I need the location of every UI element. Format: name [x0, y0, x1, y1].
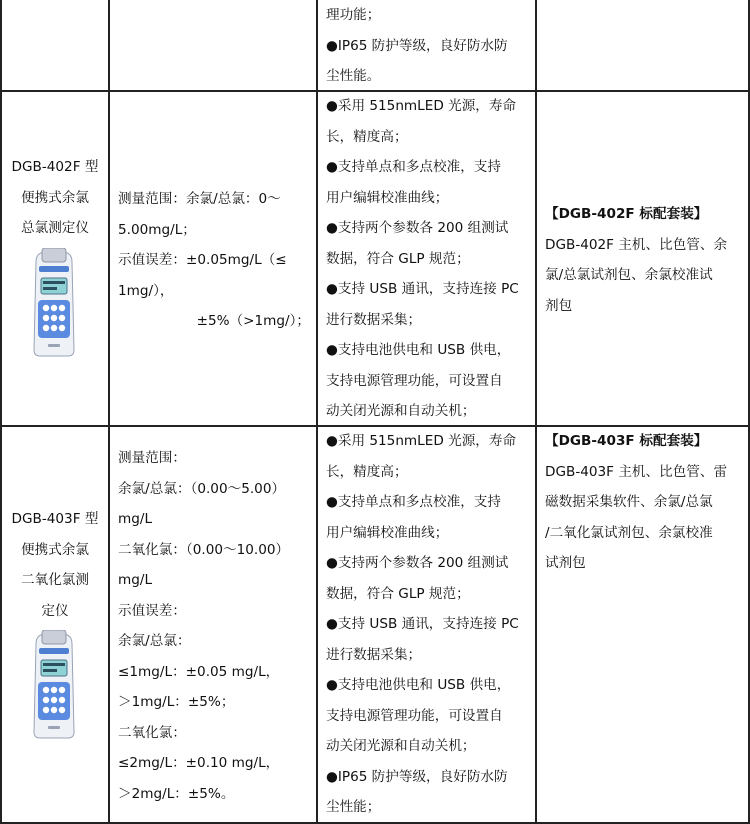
package-line: 剂包 — [545, 297, 573, 314]
package-line: 氯/总氯试剂包、余氯校准试 — [545, 267, 713, 283]
feature-line: ●支持电池供电和 USB 供电， — [326, 677, 511, 693]
row-1-package — [545, 199, 745, 321]
column-divider — [535, 0, 537, 824]
spec-line: 5.00mg/L； — [118, 221, 196, 238]
feature-line: 数据，符合 GLP 规范； — [326, 585, 470, 602]
feature-line: ●支持单点和多点校准，支持 — [326, 159, 501, 175]
spec-line: 二氧化氯： — [118, 724, 186, 741]
row-1-features — [326, 91, 531, 427]
colorimeter-device-image — [28, 630, 80, 740]
package-line: DGB-402F 主机、比色管、余 — [545, 236, 728, 253]
spec-line: ±5%（>1mg/）； — [196, 313, 310, 329]
feature-line: 数据，符合 GLP 规范； — [326, 250, 470, 267]
package-title: 【DGB-402F 标配套装】 — [545, 206, 708, 222]
spec-line: ≤1mg/L：±0.05 mg/L， — [118, 663, 280, 680]
feature-line: 理功能； — [326, 7, 381, 23]
spec-line: 余氯/总氯： — [118, 633, 191, 649]
package-line: /二氧化氯试剂包、余氯校准 — [545, 524, 713, 541]
feature-line: ●支持电池供电和 USB 供电， — [326, 342, 511, 358]
feature-line: ●支持两个参数各 200 组测试 — [326, 555, 509, 571]
colorimeter-device-image — [28, 248, 80, 358]
row-1-specs — [118, 184, 310, 337]
feature-line: 支持电源管理功能，可设置自 — [326, 372, 503, 389]
feature-line: 用户编辑校准曲线； — [326, 189, 449, 206]
feature-line: 长，精度高； — [326, 128, 408, 145]
feature-line: ●采用 515nmLED 光源，寿命 — [326, 433, 517, 449]
feature-line: 支持电源管理功能，可设置自 — [326, 707, 503, 724]
model-name-line: 便携式余氯 — [21, 189, 89, 206]
spec-line: 测量范围：余氯/总氯：0～ — [118, 191, 281, 207]
column-divider — [0, 0, 2, 824]
model-name-line: 便携式余氯 — [21, 541, 89, 558]
package-line: DGB-403F 主机、比色管、雷 — [545, 463, 728, 480]
row-2-package — [545, 426, 745, 579]
model-name-line: 二氧化氯测 — [21, 572, 89, 588]
feature-line: 动关闭光源和自动关机； — [326, 403, 476, 419]
feature-line: 动关闭光源和自动关机； — [326, 738, 476, 754]
feature-line: ●IP65 防护等级，良好防水防 — [326, 37, 508, 54]
feature-line: 尘性能。 — [326, 68, 381, 84]
column-divider — [108, 0, 110, 824]
column-divider — [316, 0, 318, 824]
package-title: 【DGB-403F 标配套装】 — [545, 433, 708, 449]
feature-line: ●支持 USB 通讯，支持连接 PC — [326, 616, 519, 632]
package-line: 试剂包 — [545, 555, 586, 571]
feature-line: 长，精度高； — [326, 463, 408, 480]
spec-line: ≤2mg/L：±0.10 mg/L， — [118, 755, 280, 771]
model-name-line: DGB-402F 型 — [11, 159, 99, 175]
feature-line: 进行数据采集； — [326, 311, 422, 328]
feature-line: 进行数据采集； — [326, 646, 422, 663]
feature-line: ●支持两个参数各 200 组测试 — [326, 220, 509, 236]
feature-line: ●支持 USB 通讯，支持连接 PC — [326, 281, 519, 297]
spec-line: 示值误差： — [118, 602, 186, 619]
spec-line: mg/L — [118, 572, 153, 588]
feature-line: 用户编辑校准曲线； — [326, 524, 449, 541]
spec-line: ＞1mg/L：±5%； — [118, 694, 235, 710]
row-2-specs — [118, 443, 312, 809]
feature-line: ●采用 515nmLED 光源，寿命 — [326, 98, 517, 114]
row-2-features — [326, 426, 531, 823]
row-2-model — [4, 504, 106, 626]
spec-line: 测量范围： — [118, 450, 186, 466]
spec-line: 1mg/）， — [118, 282, 174, 299]
spec-line: 余氯/总氯：（0.00～5.00） — [118, 480, 286, 497]
model-name-line: DGB-403F 型 — [11, 511, 99, 527]
feature-line: 尘性能； — [326, 799, 381, 815]
spec-line: mg/L — [118, 511, 153, 527]
package-line: 磁数据采集软件、余氯/总氯 — [545, 494, 713, 510]
spec-line: ＞2mg/L：±5%。 — [118, 785, 235, 802]
row-0-features — [326, 0, 531, 92]
model-name-line: 定仪 — [41, 602, 69, 619]
feature-line: ●支持单点和多点校准，支持 — [326, 494, 501, 510]
model-name-line: 总氯测定仪 — [21, 220, 89, 236]
feature-line: ●IP65 防护等级，良好防水防 — [326, 768, 508, 785]
spec-line: 示值误差：±0.05mg/L（≤ — [118, 252, 287, 268]
row-1-model — [4, 152, 106, 244]
spec-line: 二氧化氯：（0.00～10.00） — [118, 541, 290, 558]
